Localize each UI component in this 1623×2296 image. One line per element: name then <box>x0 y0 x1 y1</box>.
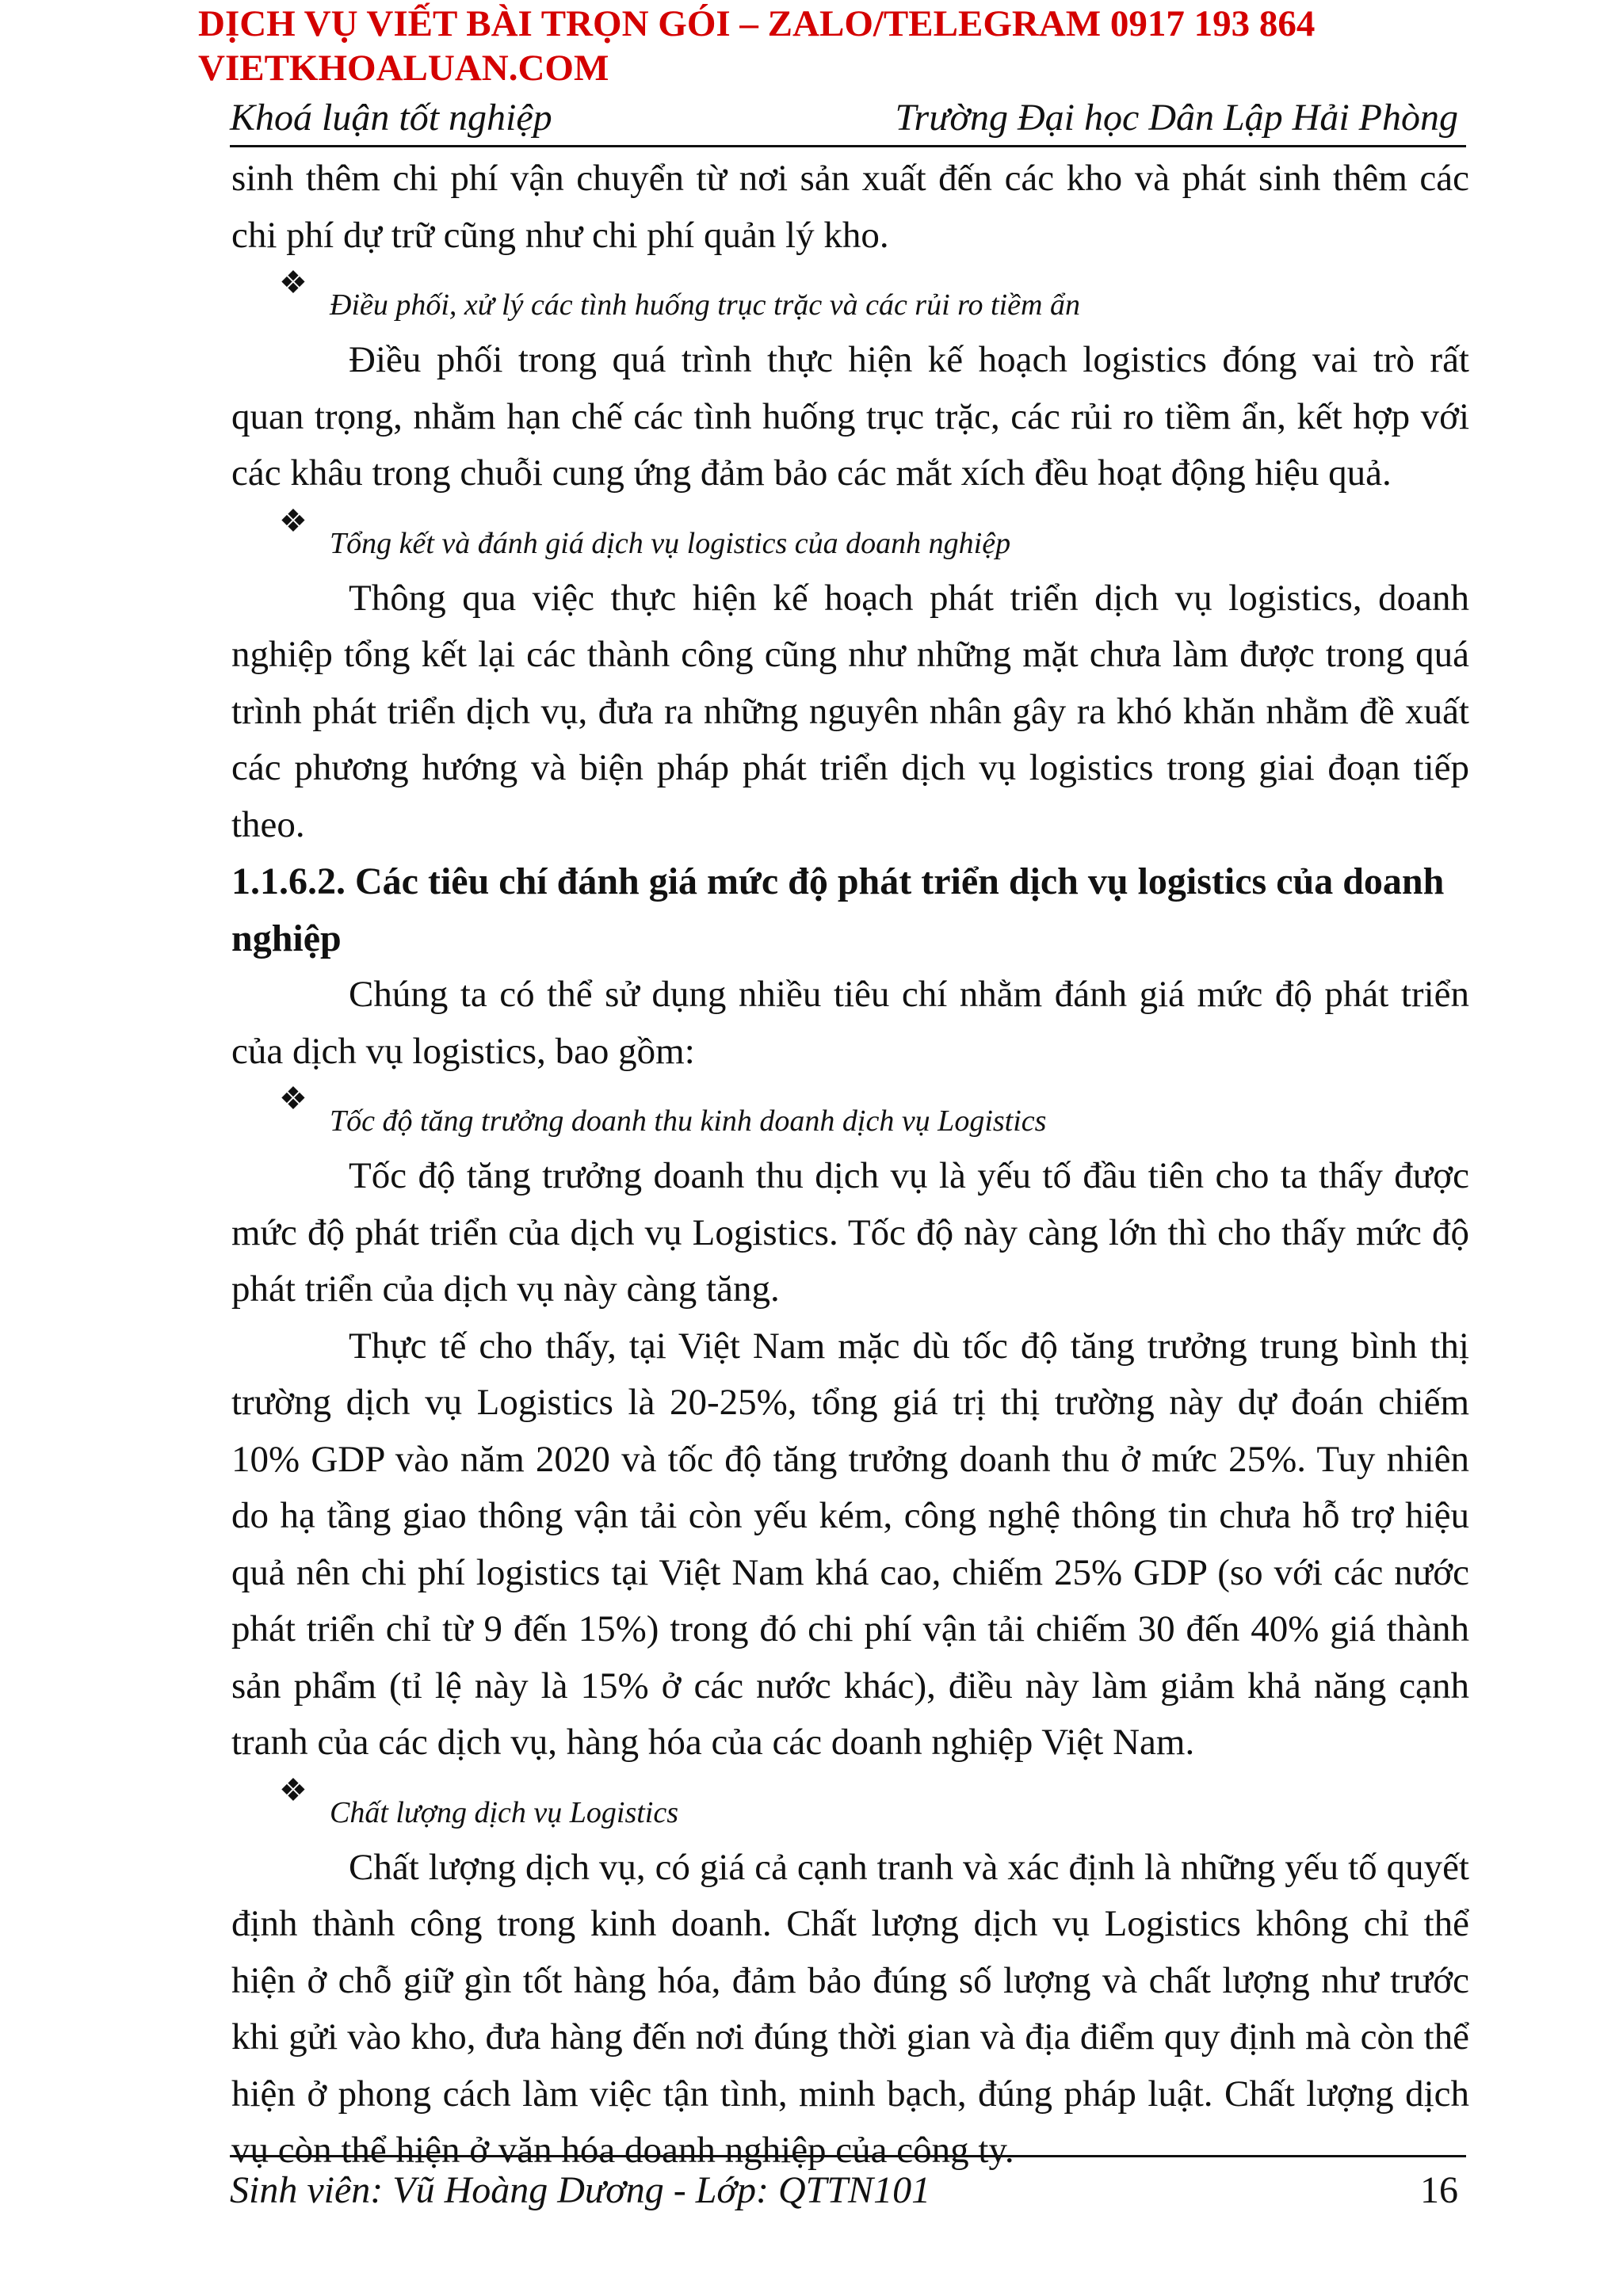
promo-banner-line-2: VIETKHOALUAN.COM <box>198 48 609 89</box>
promo-banner <box>198 2 1315 90</box>
paragraph: Thực tế cho thấy, tại Việt Nam mặc dù tốc độ tăng trưởng trung bình thị trường dịch vụ Logistics là 20-25%, tổng giá trị thị trường này dự đoán chiếm 10% GDP vào năm 2020 và tốc độ tăng trưởng doanh thu ở mức 25%. Tuy nhiên do hạ tầng giao thông vận tải còn yếu kém, công nghệ thông tin chưa hỗ trợ hiệu quả nên chi phí logistics tại Việt Nam khá cao, chiếm 25% GDP (so với các nước phát triển chỉ từ 9 đến 15%) trong đó chi phí vận tải chiếm 30 đến 40% giá thành sản phẩm (tỉ lệ này là 15% ở các nước khác), điều này làm giảm khả năng cạnh tranh của các dịch vụ, hàng hóa của các doanh nghiệp Việt Nam. <box>231 1325 1469 1763</box>
diamond-bullet-icon: ❖ <box>279 502 307 539</box>
page-footer <box>230 2155 1466 2213</box>
bullet-label: Tốc độ tăng trưởng doanh thu kinh doanh dịch vụ Logistics <box>330 1104 1047 1138</box>
bullet-item <box>231 264 1469 332</box>
bullet-item <box>231 1080 1469 1148</box>
running-header <box>230 90 1466 147</box>
bullet-label: Chất lượng dịch vụ Logistics <box>330 1795 679 1829</box>
bullet-item <box>231 502 1469 570</box>
diamond-bullet-icon: ❖ <box>279 1081 307 1116</box>
paragraph: Thông qua việc thực hiện kế hoạch phát triển dịch vụ logistics, doanh nghiệp tổng kết lại các thành công cũng như những mặt chưa làm được trong quá trình phát triển dịch vụ, đưa ra những nguyên nhân gây ra khó khăn nhằm đề xuất các phương hướng và biện pháp phát triển dịch vụ logistics trong giai đoạn tiếp theo. <box>231 577 1469 845</box>
diamond-bullet-icon: ❖ <box>279 1772 307 1808</box>
bullet-label: Tổng kết và đánh giá dịch vụ logistics của doanh nghiệp <box>330 526 1011 560</box>
paragraph: Chất lượng dịch vụ, có giá cả cạnh tranh và xác định là những yếu tố quyết định thành công trong kinh doanh. Chất lượng dịch vụ Logistics không chỉ thể hiện ở chỗ giữ gìn tốt hàng hóa, đảm bảo đúng số lượng và chất lượng như trước khi gửi vào kho, đưa hàng đến nơi đúng thời gian và địa điểm quy định mà còn thể hiện ở phong cách làm việc tận tình, minh bạch, đúng pháp luật. Chất lượng dịch vụ còn thể hiện ở văn hóa doanh nghiệp của công ty. <box>231 1846 1469 2171</box>
paragraph: Chúng ta có thể sử dụng nhiều tiêu chí nhằm đánh giá mức độ phát triển của dịch vụ logistics, bao gồm: <box>231 974 1469 1072</box>
page-number: 16 <box>1420 2169 1458 2211</box>
page-content <box>231 151 1469 2180</box>
bullet-label: Điều phối, xử lý các tình huống trục trặc và các rủi ro tiềm ẩn <box>330 288 1080 322</box>
section-heading: 1.1.6.2. Các tiêu chí đánh giá mức độ phát triển dịch vụ logistics của doanh nghiệp <box>231 860 1445 959</box>
paragraph: Tốc độ tăng trưởng doanh thu dịch vụ là yếu tố đầu tiên cho ta thấy được mức độ phát triển của dịch vụ Logistics. Tốc độ này càng lớn thì cho thấy mức độ phát triển của dịch vụ này càng tăng. <box>231 1155 1469 1310</box>
paragraph-continuation: sinh thêm chi phí vận chuyển từ nơi sản xuất đến các kho và phát sinh thêm các chi phí dự trữ cũng như chi phí quản lý kho. <box>231 158 1469 256</box>
diamond-bullet-icon: ❖ <box>279 265 307 300</box>
header-thesis-label: Khoá luận tốt nghiệp <box>230 97 552 139</box>
paragraph: Điều phối trong quá trình thực hiện kế hoạch logistics đóng vai trò rất quan trọng, nhằm hạn chế các tình huống trục trặc, các rủi ro tiềm ẩn, kết hợp với các khâu trong chuỗi cung ứng đảm bảo các mắt xích đều hoạt động hiệu quả. <box>231 339 1469 494</box>
promo-banner-line-1: DỊCH VỤ VIẾT BÀI TRỌN GÓI – ZALO/TELEGRAM 0917 193 864 <box>198 3 1316 44</box>
header-university: Trường Đại học Dân Lập Hải Phòng <box>895 97 1458 139</box>
bullet-item <box>231 1772 1469 1840</box>
footer-student-info: Sinh viên: Vũ Hoàng Dương - Lớp: QTTN101 <box>230 2169 931 2211</box>
